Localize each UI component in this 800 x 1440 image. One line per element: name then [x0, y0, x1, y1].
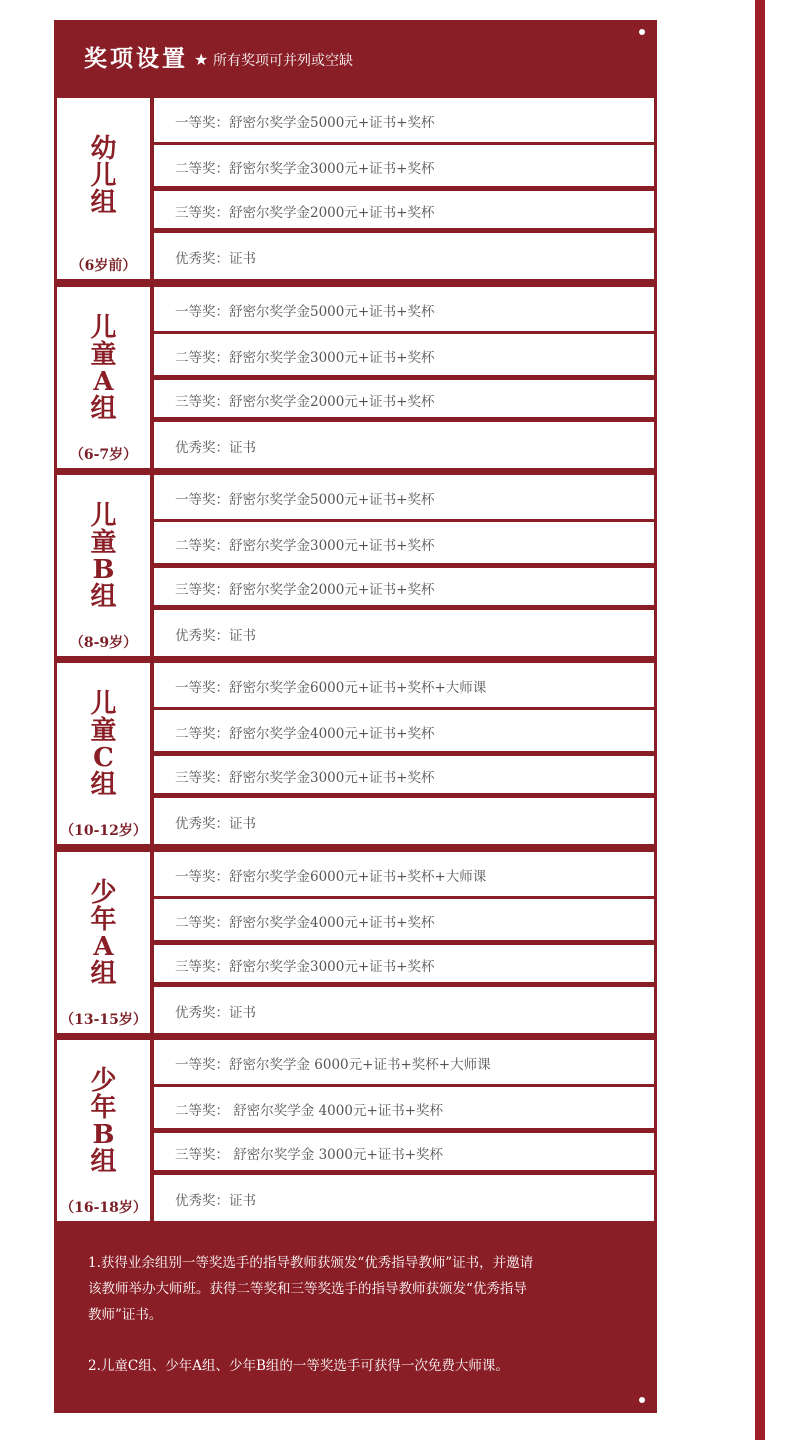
- group-label: [57, 663, 150, 844]
- award-row: [154, 334, 654, 375]
- award-text: 优秀奖：证书: [175, 251, 256, 267]
- notes: [88, 1250, 628, 1374]
- note-2: 2.儿童C组、少年A组、少年B组的一等奖选手可获得一次免费大师课。: [88, 1358, 509, 1374]
- group-label: [57, 1040, 150, 1221]
- group-label: [57, 287, 150, 468]
- award-text: 二等奖：舒密尔奖学金3000元+证书+奖杯: [175, 538, 435, 554]
- group-name-char: C: [93, 743, 114, 773]
- group-name-char: 幼: [90, 134, 117, 164]
- award-group: [54, 1038, 657, 1223]
- awards-card: [54, 20, 657, 1413]
- awards-title: 奖项设置: [84, 45, 188, 72]
- group-age: （10-12岁）: [60, 823, 147, 839]
- award-row: [154, 710, 654, 751]
- award-text: 二等奖： 舒密尔奖学金 4000元+证书+奖杯: [175, 1103, 444, 1119]
- award-text: 二等奖：舒密尔奖学金3000元+证书+奖杯: [175, 161, 435, 177]
- award-row: [154, 798, 654, 844]
- award-text: 三等奖：舒密尔奖学金2000元+证书+奖杯: [175, 205, 435, 221]
- award-row: [154, 756, 654, 793]
- award-group: [54, 285, 657, 470]
- group-name-char: A: [93, 367, 114, 397]
- award-text: 一等奖：舒密尔奖学金6000元+证书+奖杯+大师课: [175, 869, 487, 885]
- group-name-char: 童: [90, 340, 117, 370]
- award-row: [154, 987, 654, 1033]
- award-text: 一等奖：舒密尔奖学金5000元+证书+奖杯: [175, 115, 435, 131]
- award-row: [154, 1040, 654, 1084]
- award-text: 二等奖：舒密尔奖学金4000元+证书+奖杯: [175, 915, 435, 931]
- award-row: [154, 287, 654, 331]
- award-text: 三等奖：舒密尔奖学金2000元+证书+奖杯: [175, 394, 435, 410]
- award-text: 三等奖： 舒密尔奖学金 3000元+证书+奖杯: [175, 1147, 444, 1163]
- group-name-char: 组: [90, 188, 117, 218]
- award-row: [154, 852, 654, 896]
- group-name-char: B: [92, 555, 115, 585]
- award-row: [154, 522, 654, 563]
- award-row: [154, 475, 654, 519]
- note-1-line-2: 该教师举办大师班。获得二等奖和三等奖选手的指导教师获颁发“优秀指导: [88, 1281, 527, 1297]
- group-name-char: 组: [90, 959, 117, 989]
- group-name-char: 组: [90, 394, 117, 424]
- award-row: [154, 380, 654, 417]
- group-name-char: A: [93, 932, 114, 962]
- awards-header: [54, 20, 657, 96]
- award-row: [154, 422, 654, 468]
- award-text: 优秀奖：证书: [175, 440, 256, 456]
- award-group: [54, 850, 657, 1035]
- group-age: （6-7岁）: [69, 447, 138, 463]
- corner-dot-bottom: [639, 1397, 645, 1403]
- award-text: 三等奖：舒密尔奖学金3000元+证书+奖杯: [175, 959, 435, 975]
- award-text: 三等奖：舒密尔奖学金2000元+证书+奖杯: [175, 582, 435, 598]
- award-text: 一等奖：舒密尔奖学金 6000元+证书+奖杯+大师课: [175, 1057, 491, 1073]
- award-text: 一等奖：舒密尔奖学金6000元+证书+奖杯+大师课: [175, 680, 487, 696]
- award-row: [154, 899, 654, 940]
- group-name-char: 组: [90, 1147, 117, 1177]
- award-text: 优秀奖：证书: [175, 816, 256, 832]
- note-1-line-3: 教师”证书。: [88, 1307, 163, 1323]
- group-name-char: 儿: [90, 689, 117, 719]
- award-text: 二等奖：舒密尔奖学金3000元+证书+奖杯: [175, 350, 435, 366]
- group-name-char: 少: [90, 1066, 117, 1096]
- group-age: （8-9岁）: [69, 635, 138, 651]
- group-name-char: 少: [90, 878, 117, 908]
- star-icon: ★: [194, 50, 209, 69]
- award-text: 优秀奖：证书: [175, 628, 256, 644]
- award-row: [154, 1133, 654, 1170]
- group-label: [57, 98, 150, 279]
- award-row: [154, 663, 654, 707]
- group-name-char: 年: [90, 905, 117, 935]
- award-row: [154, 1087, 654, 1128]
- group-label: [57, 475, 150, 656]
- award-row: [154, 191, 654, 228]
- award-text: 优秀奖：证书: [175, 1193, 256, 1209]
- award-row: [154, 610, 654, 656]
- group-name-char: B: [92, 1120, 115, 1150]
- award-text: 二等奖：舒密尔奖学金4000元+证书+奖杯: [175, 726, 435, 742]
- award-group: [54, 96, 657, 281]
- group-name-char: 童: [90, 716, 117, 746]
- group-name-char: 儿: [90, 501, 117, 531]
- award-text: 一等奖：舒密尔奖学金5000元+证书+奖杯: [175, 492, 435, 508]
- award-group: [54, 661, 657, 846]
- award-text: 优秀奖：证书: [175, 1005, 256, 1021]
- corner-dot-top: [639, 29, 645, 35]
- group-name-char: 组: [90, 770, 117, 800]
- award-text: 三等奖：舒密尔奖学金3000元+证书+奖杯: [175, 770, 435, 786]
- award-row: [154, 145, 654, 186]
- awards-subtitle: 所有奖项可并列或空缺: [213, 53, 353, 69]
- group-age: （6岁前）: [70, 258, 137, 274]
- group-name-char: 组: [90, 582, 117, 612]
- group-age: （13-15岁）: [60, 1012, 147, 1028]
- award-row: [154, 233, 654, 279]
- award-row: [154, 568, 654, 605]
- award-group: [54, 473, 657, 658]
- award-row: [154, 98, 654, 142]
- group-name-char: 儿: [90, 161, 117, 191]
- award-row: [154, 1175, 654, 1221]
- group-name-char: 年: [90, 1093, 117, 1123]
- right-accent-bar: [755, 0, 765, 1440]
- group-name-char: 儿: [90, 313, 117, 343]
- award-row: [154, 945, 654, 982]
- group-label: [57, 852, 150, 1033]
- group-age: （16-18岁）: [60, 1200, 147, 1216]
- group-name-char: 童: [90, 528, 117, 558]
- note-1-line-1: 1.获得业余组别一等奖选手的指导教师获颁发“优秀指导教师”证书，并邀请: [88, 1255, 534, 1271]
- award-text: 一等奖：舒密尔奖学金5000元+证书+奖杯: [175, 304, 435, 320]
